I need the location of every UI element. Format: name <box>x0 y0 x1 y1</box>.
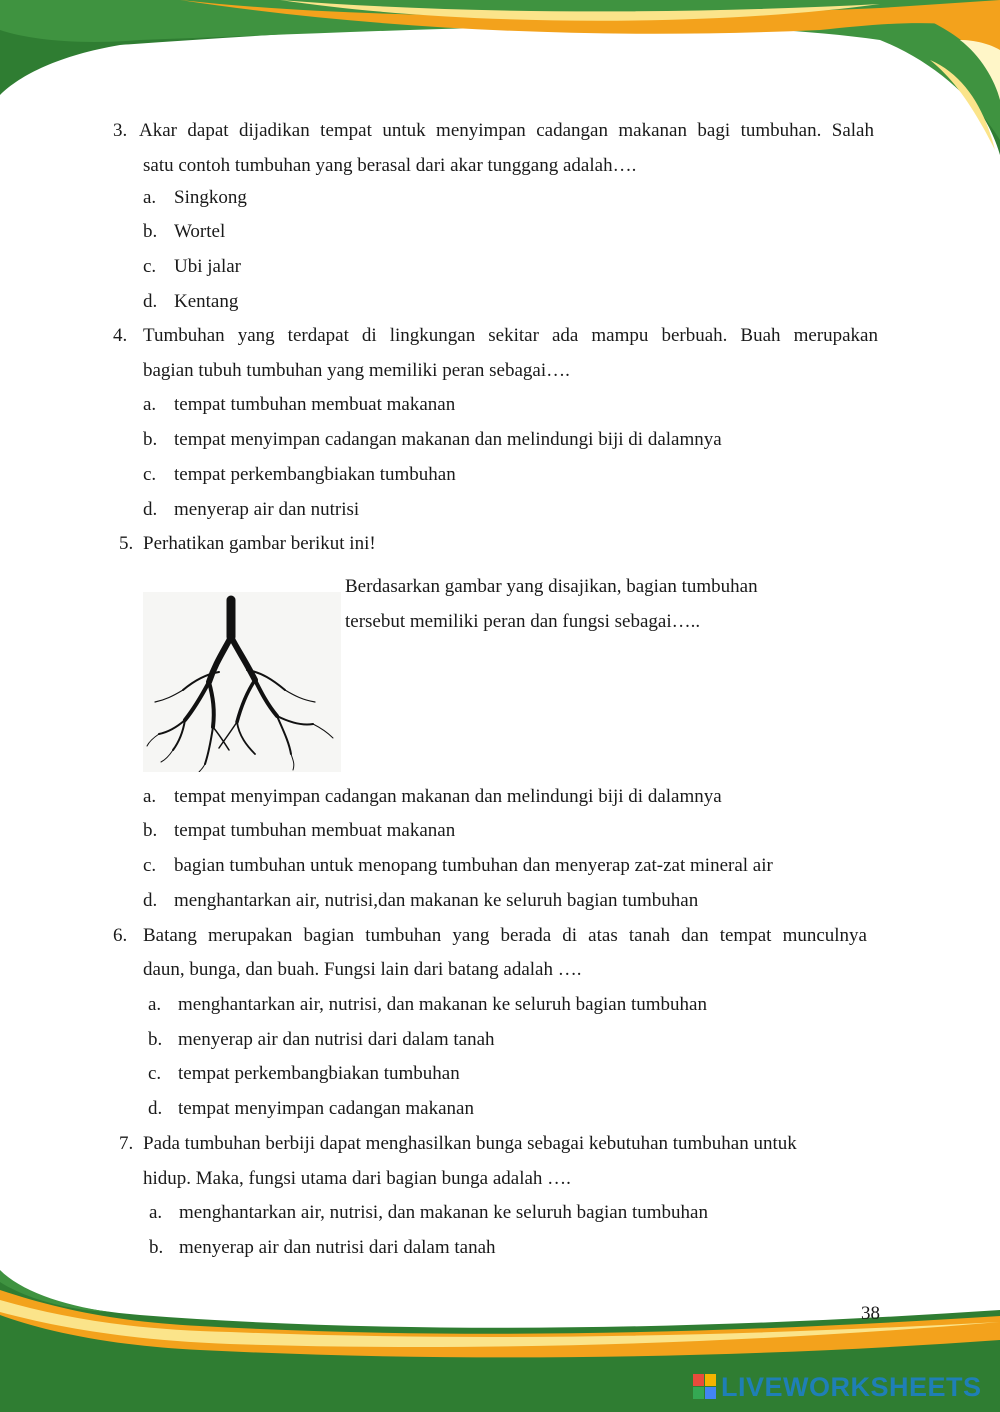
option-text: Singkong <box>174 187 247 208</box>
option-text: tempat perkembangbiakan tumbuhan <box>178 1063 460 1084</box>
root-illustration <box>143 592 341 772</box>
question-number: 7. <box>119 1133 134 1154</box>
image-caption: tersebut memiliki peran dan fungsi sebagai….. <box>345 611 701 632</box>
option-text: Kentang <box>174 291 239 312</box>
option-letter: a. <box>143 187 157 208</box>
question-stem: satu contoh tumbuhan yang berasal dari akar tunggang adalah…. <box>143 155 637 176</box>
option-text: menghantarkan air, nutrisi,dan makanan ke seluruh bagian tumbuhan <box>174 890 699 911</box>
option-text: tempat menyimpan cadangan makanan dan melindungi biji di dalamnya <box>174 429 722 450</box>
question-number: 5. <box>119 533 134 554</box>
question-stem: Perhatikan gambar berikut ini! <box>143 533 376 554</box>
option-letter: a. <box>148 994 162 1015</box>
option-text: bagian tumbuhan untuk menopang tumbuhan dan menyerap zat-zat mineral air <box>174 855 773 876</box>
option-text: Wortel <box>174 221 226 242</box>
page-number: 38 <box>861 1303 880 1324</box>
question-stem: bagian tubuh tumbuhan yang memiliki peran sebagai…. <box>143 360 570 381</box>
question-number: 4. <box>113 325 128 346</box>
option-letter: b. <box>143 221 158 242</box>
option-text: menyerap air dan nutrisi dari dalam tanah <box>178 1029 495 1050</box>
option-letter: a. <box>149 1202 163 1223</box>
option-letter: b. <box>143 429 158 450</box>
option-letter: c. <box>143 256 157 277</box>
option-letter: d. <box>143 499 158 520</box>
option-letter: c. <box>143 464 157 485</box>
option-text: menghantarkan air, nutrisi, dan makanan ke seluruh bagian tumbuhan <box>179 1202 708 1223</box>
option-letter: c. <box>148 1063 162 1084</box>
question-stem: Pada tumbuhan berbiji dapat menghasilkan bunga sebagai kebutuhan tumbuhan untuk <box>143 1133 797 1154</box>
image-caption: Berdasarkan gambar yang disajikan, bagian tumbuhan <box>345 576 758 597</box>
root-icon <box>143 592 341 772</box>
question-stem: daun, bunga, dan buah. Fungsi lain dari batang adalah …. <box>143 959 582 980</box>
option-text: tempat tumbuhan membuat makanan <box>174 820 456 841</box>
option-letter: c. <box>143 855 157 876</box>
option-text: menyerap air dan nutrisi <box>174 499 360 520</box>
question-stem: Tumbuhan yang terdapat di lingkungan sekitar ada mampu berbuah. Buah merupakan <box>143 325 878 346</box>
option-text: tempat perkembangbiakan tumbuhan <box>174 464 456 485</box>
question-stem: Akar dapat dijadikan tempat untuk menyimpan cadangan makanan bagi tumbuhan. Salah <box>139 120 874 141</box>
option-text: menyerap air dan nutrisi dari dalam tanah <box>179 1237 496 1258</box>
option-letter: a. <box>143 394 157 415</box>
option-text: tempat menyimpan cadangan makanan dan melindungi biji di dalamnya <box>174 786 722 807</box>
watermark-text: LIVEWORKSHEETS <box>721 1371 982 1402</box>
option-text: tempat tumbuhan membuat makanan <box>174 394 456 415</box>
option-letter: d. <box>143 291 158 312</box>
question-number: 6. <box>113 925 128 946</box>
option-letter: b. <box>143 820 158 841</box>
liveworksheets-logo <box>693 1372 982 1402</box>
option-text: Ubi jalar <box>174 256 242 277</box>
question-stem: Batang merupakan bagian tumbuhan yang berada di atas tanah dan tempat munculnya <box>143 925 867 946</box>
option-letter: d. <box>143 890 158 911</box>
liveworksheets-icon <box>693 1374 717 1400</box>
option-text: menghantarkan air, nutrisi, dan makanan ke seluruh bagian tumbuhan <box>178 994 707 1015</box>
option-letter: d. <box>148 1098 163 1119</box>
option-letter: a. <box>143 786 157 807</box>
option-letter: b. <box>148 1029 163 1050</box>
question-number: 3. <box>113 120 128 141</box>
question-stem: hidup. Maka, fungsi utama dari bagian bunga adalah …. <box>143 1168 571 1189</box>
option-text: tempat menyimpan cadangan makanan <box>178 1098 474 1119</box>
option-letter: b. <box>149 1237 164 1258</box>
